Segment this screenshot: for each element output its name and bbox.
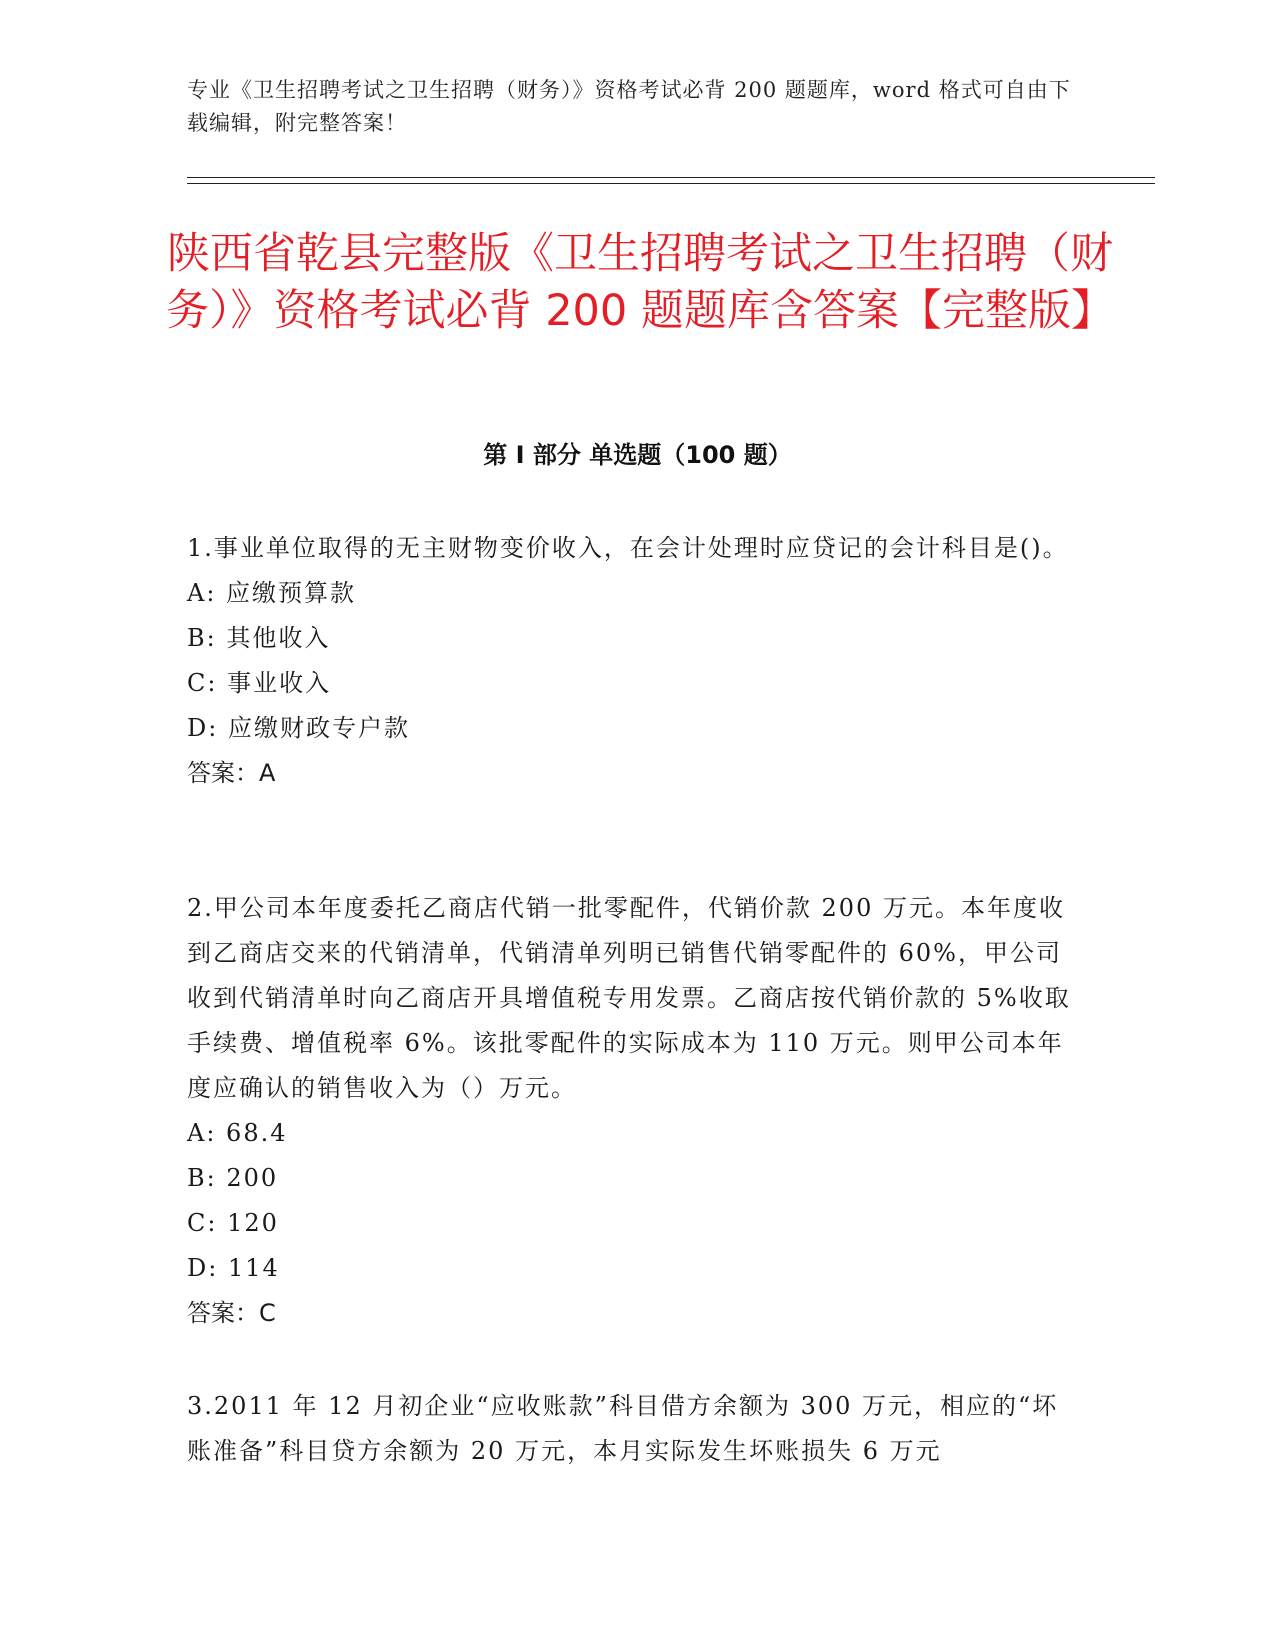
question-stem: 1.事业单位取得的无主财物变价收入，在会计处理时应贷记的会计科目是()。 bbox=[187, 534, 1069, 562]
option-c: C: 事业收入 bbox=[187, 669, 332, 697]
document-title: 陕西省乾县完整版《卫生招聘考试之卫生招聘（财务）》资格考试必背 200 题题库含答案【完整版】 bbox=[166, 229, 1114, 336]
option-a: A: 68.4 bbox=[187, 1119, 288, 1147]
question-stem: 3.2011 年 12 月初企业“应收账款”科目借方余额为 300 万元，相应的“坏账准备”科目贷方余额为 20 万元，本月实际发生坏账损失 6 万元 bbox=[187, 1392, 1059, 1465]
option-b: B: 200 bbox=[187, 1164, 279, 1192]
section-title: 第 I 部分 单选题（100 题） bbox=[483, 441, 792, 469]
header-note: 专业《卫生招聘考试之卫生招聘（财务）》资格考试必背 200 题题库，word 格式可自由下载编辑，附完整答案！ bbox=[187, 78, 1071, 135]
header-rule-top bbox=[187, 177, 1155, 178]
answer: 答案：C bbox=[187, 1299, 276, 1327]
answer: 答案：A bbox=[187, 759, 276, 787]
question-2 bbox=[187, 886, 1077, 1336]
option-c: C: 120 bbox=[187, 1209, 279, 1237]
option-d: D: 114 bbox=[187, 1254, 280, 1282]
option-d: D: 应缴财政专户款 bbox=[187, 714, 410, 742]
question-stem: 2.甲公司本年度委托乙商店代销一批零配件，代销价款 200 万元。本年度收到乙商店交来的代销清单，代销清单列明已销售代销零配件的 60%，甲公司收到代销清单时向乙商店开具增值税专用发票。乙商店按代销价款的 5%收取手续费、增值税率 6%。该批零配件的实际成本为 110 万元。则甲公司本年度应确认的销售收入为（）万元。 bbox=[187, 894, 1071, 1102]
option-b: B: 其他收入 bbox=[187, 624, 331, 652]
header-rule-bottom bbox=[187, 183, 1155, 184]
question-3 bbox=[187, 1384, 1077, 1474]
option-a: A: 应缴预算款 bbox=[187, 579, 357, 607]
question-1 bbox=[187, 526, 1077, 796]
